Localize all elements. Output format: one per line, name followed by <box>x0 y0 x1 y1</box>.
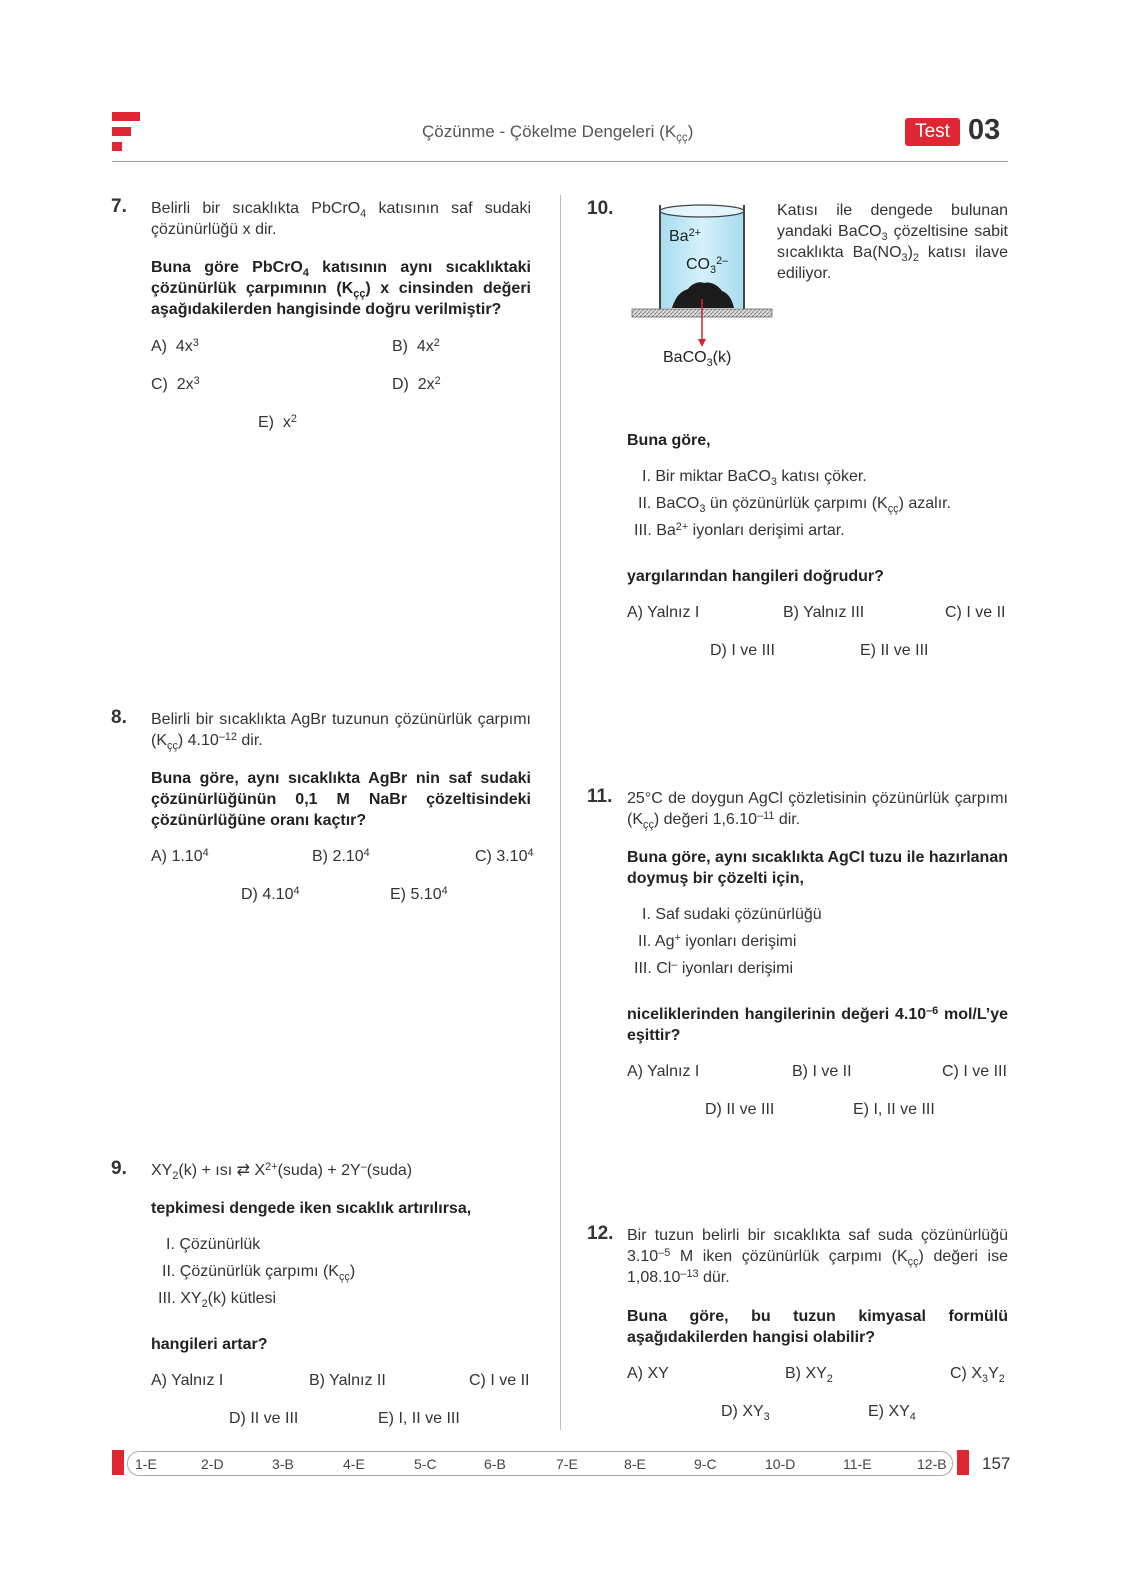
question-stem: Bir tuzun belirli bir sıcaklıkta saf suda çözünürlüğü $3.10^{-5}$ M iken çözünürlük çarpımı $(K_{çç})$ değeri ise $1,08.10^{-13}$ dür. <box>627 1227 1008 1286</box>
question-stem: 25°C de doygun AgCl çözletisinin çözünürlük çarpımı $(K_{çç})$ değeri $1,6.10^{-11}$ dir. <box>627 790 1008 831</box>
option-a[interactable]: A) Yalnız I <box>151 1372 224 1389</box>
answer-key-item: 12-B <box>917 1456 947 1472</box>
test-number: 03 <box>968 114 1001 146</box>
beaker-figure <box>630 195 775 355</box>
reaction-equation: $XY_2(k)$ + ısı ⇄ $X^{2+}(suda)$ + 2Y–(suda) <box>151 1161 413 1182</box>
solid-label: BaCO$_3$(k) <box>663 349 732 369</box>
question-stem: Belirli bir sıcaklıkta AgBr tuzunun çözünürlük çarpımı $(K_{çç})$ $4.10^{-12}$ dir. <box>151 711 531 752</box>
test-badge-label: Test <box>915 121 950 142</box>
answer-key-item: 9-C <box>694 1456 717 1472</box>
question-number: 9. <box>111 1158 127 1179</box>
option-b[interactable]: B) Yalnız III <box>783 604 865 621</box>
option-e[interactable]: E) $x^2$ <box>258 413 297 431</box>
column-divider <box>560 195 561 1430</box>
question-prompt: Buna göre PbCrO$_4$ katısının aynı sıcaklıktaki çözünürlük çarpımının $(K_{çç})$ x cinsinden değeri aşağıdakilerden hangisinde doğru verilmiştir? <box>151 259 532 318</box>
option-b[interactable]: B) Yalnız II <box>309 1372 386 1389</box>
option-d[interactable]: D) I ve III <box>710 642 775 659</box>
statement-1: I. Çözünürlük <box>166 1236 261 1253</box>
option-b[interactable]: B) I ve II <box>792 1063 852 1080</box>
option-d[interactable]: D) $2x^2$ <box>392 375 441 393</box>
question-number: 11. <box>587 786 613 807</box>
statement-2: II. BaCO$_3$ ün çözünürlük çarpımı $(K_{çç})$ azalır. <box>638 495 952 515</box>
statement-1: I. Bir miktar BaCO$_3$ katısı çöker. <box>642 468 867 488</box>
answer-key-bar-left <box>112 1450 124 1475</box>
option-c[interactable]: C) I ve II <box>469 1372 530 1389</box>
option-a[interactable]: A) XY <box>627 1365 669 1382</box>
question-number: 7. <box>111 196 127 217</box>
answer-key-item: 1-E <box>135 1456 157 1472</box>
option-d[interactable]: D) $XY_3$ <box>721 1403 770 1423</box>
option-b[interactable]: B) $4x^2$ <box>392 337 440 355</box>
answer-key-item: 6-B <box>484 1456 506 1472</box>
option-a[interactable]: A) 1.10$^4$ <box>151 847 209 865</box>
question-stem: Katısı ile dengede bulunan yandaki BaCO$_3$ çözeltisine sabit sıcaklıkta $Ba(NO_3)_2$ katısı ilave ediliyor. <box>777 202 1009 282</box>
answer-key-item: 8-E <box>624 1456 646 1472</box>
header-rule <box>112 161 1008 162</box>
ion-label-co3: $CO_3^{2-}$ <box>686 255 729 276</box>
statement-3: III. Cl– iyonları derişimi <box>634 959 793 977</box>
option-c[interactable]: C) $X_3Y_2$ <box>950 1365 1005 1385</box>
answer-key-item: 7-E <box>556 1456 578 1472</box>
answer-key-item: 4-E <box>343 1456 365 1472</box>
option-a[interactable]: A) Yalnız I <box>627 604 700 621</box>
statement-2: II. Ag+ iyonları derişimi <box>638 932 797 950</box>
option-e[interactable]: E) I, II ve III <box>378 1410 460 1427</box>
answer-key-bar-right <box>957 1450 969 1475</box>
question-prompt: Buna göre, bu tuzun kimyasal formülü aşağıdakilerden hangisi olabilir? <box>627 1308 1008 1346</box>
statement-2: II. Çözünürlük çarpımı $(K_{çç})$ <box>162 1263 356 1283</box>
option-b[interactable]: B) 2.10$^4$ <box>312 847 370 865</box>
option-a[interactable]: A) Yalnız I <box>627 1063 700 1080</box>
answer-key-item: 11-E <box>843 1456 872 1472</box>
test-badge <box>905 118 960 146</box>
statement-1: I. Saf sudaki çözünürlüğü <box>642 906 822 923</box>
question-ask: yargılarından hangileri doğrudur? <box>627 568 884 585</box>
statement-3: III. $Ba^{2+}$ iyonları derişimi artar. <box>634 521 845 539</box>
question-number: 10. <box>587 198 614 219</box>
option-c[interactable]: C) 3.10$^4$ <box>475 847 534 865</box>
question-prompt: Buna göre, aynı sıcaklıkta AgCl tuzu ile hazırlanan doymuş bir çözelti için, <box>627 849 1008 887</box>
answer-key-item: 10-D <box>765 1456 796 1472</box>
answer-key-item: 3-B <box>272 1456 294 1472</box>
answer-key-item: 5-C <box>414 1456 437 1472</box>
option-c[interactable]: C) I ve II <box>945 604 1006 621</box>
brand-logo <box>112 112 140 152</box>
option-e[interactable]: E) II ve III <box>860 642 929 659</box>
answer-key-item: 2-D <box>201 1456 224 1472</box>
question-number: 12. <box>587 1223 614 1244</box>
question-ask: hangileri artar? <box>151 1336 268 1353</box>
option-d[interactable]: D) 4.10$^4$ <box>241 885 300 903</box>
question-number: 8. <box>111 707 127 728</box>
option-a[interactable]: A) $4x^3$ <box>151 337 199 355</box>
option-d[interactable]: D) II ve III <box>229 1410 299 1427</box>
question-prompt: Buna göre, <box>627 432 711 449</box>
option-b[interactable]: B) $XY_2$ <box>785 1365 833 1385</box>
question-stem: Belirli bir sıcaklıkta PbCrO$_4$ katısının saf sudaki çözünürlüğü x dir. <box>151 200 531 238</box>
option-e[interactable]: E) I, II ve III <box>853 1101 935 1118</box>
page-title: Çözünme - Çökelme Dengeleri $(K_{çç})$ <box>422 122 694 145</box>
page-number: 157 <box>982 1454 1011 1473</box>
option-e[interactable]: E) $XY_4$ <box>868 1403 916 1423</box>
ion-label-ba: $Ba^{2+}$ <box>669 227 701 245</box>
answer-key-box <box>127 1451 953 1476</box>
option-e[interactable]: E) 5.10$^4$ <box>390 885 448 903</box>
option-c[interactable]: C) $2x^3$ <box>151 375 200 393</box>
option-c[interactable]: C) I ve III <box>942 1063 1007 1080</box>
question-prompt: tepkimesi dengede iken sıcaklık artırılırsa, <box>151 1200 472 1217</box>
statement-3: III. $XY_2(k)$ kütlesi <box>158 1290 277 1310</box>
option-d[interactable]: D) II ve III <box>705 1101 775 1118</box>
question-ask: niceliklerinden hangilerinin değeri $4.10^{-6}$ mol/L’ye eşittir? <box>627 1005 1009 1044</box>
question-prompt: Buna göre, aynı sıcaklıkta AgBr nin saf sudaki çözünürlüğünün 0,1 M NaBr çözeltisindeki çözünürlüğüne oranı kaçtır? <box>151 770 531 829</box>
